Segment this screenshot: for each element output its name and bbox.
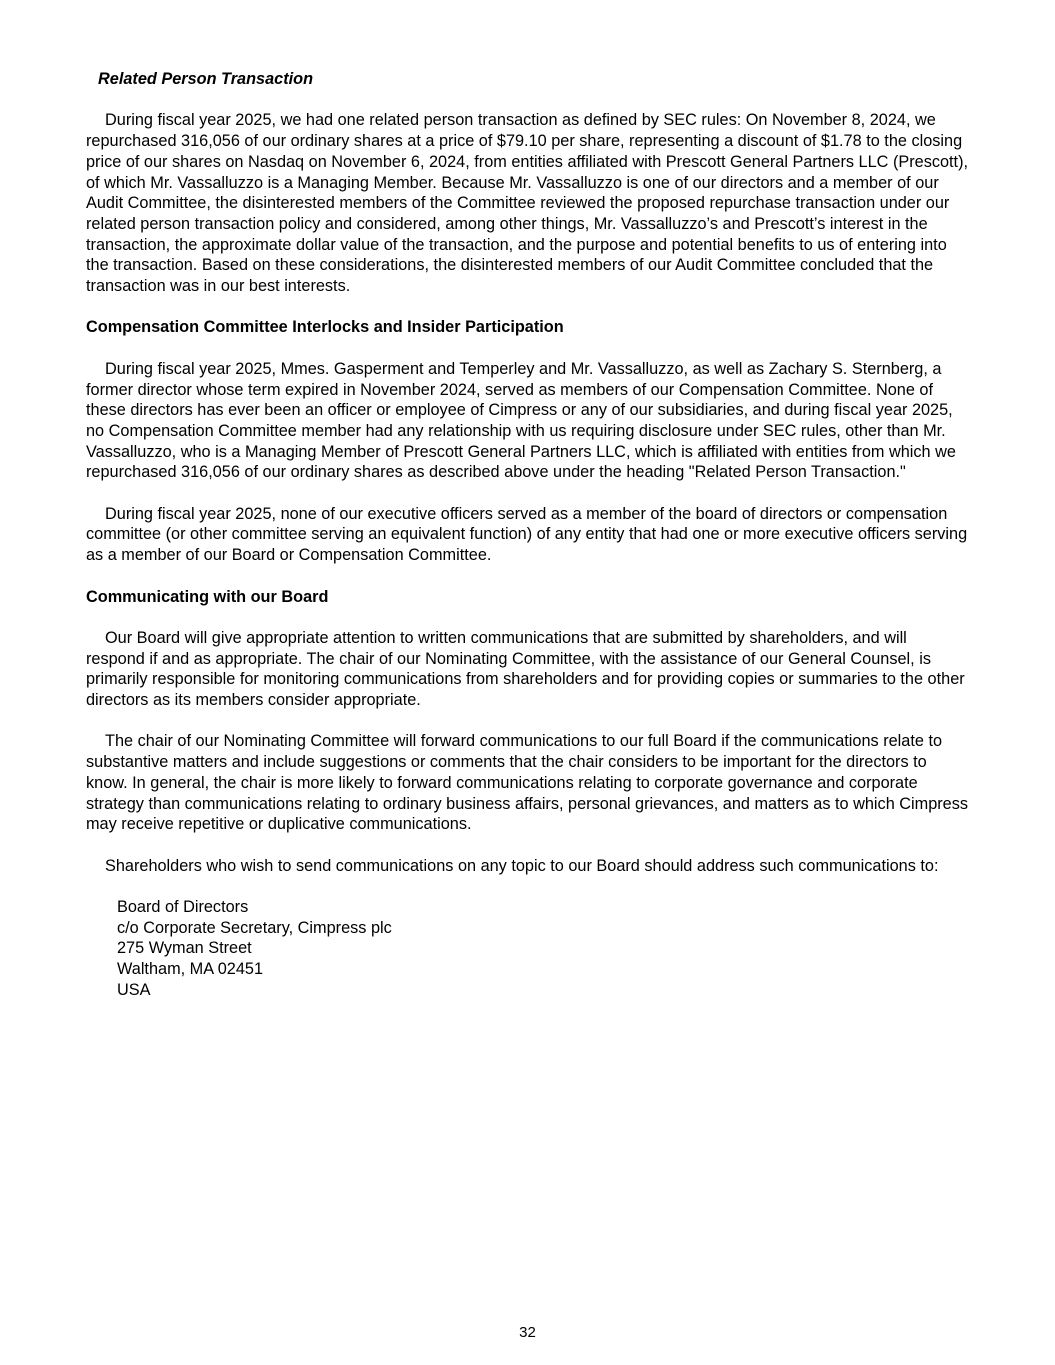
address-line-2: c/o Corporate Secretary, Cimpress plc bbox=[117, 918, 392, 937]
communicating-board-paragraph-1: Our Board will give appropriate attention to written communications that are submitted by shareholders, and will respond if and as appropriate. The chair of our Nominating Committee, with the assistance of our General Counsel, is primarily responsible for monitoring communications from shareholders and for providing copies or summaries to the other directors as its members consider appropriate. bbox=[86, 628, 965, 709]
communicating-board-paragraph-3: Shareholders who wish to send communications on any topic to our Board should address such communications to: bbox=[105, 856, 939, 875]
mailing-address bbox=[86, 897, 970, 1001]
compensation-committee-paragraph-2: During fiscal year 2025, none of our executive officers served as a member of the board of directors or compensation committee (or other committee serving an equivalent function) of any entity that had one or more executive officers serving as a member of our Board or Compensation Committee. bbox=[86, 504, 968, 565]
address-line-1: Board of Directors bbox=[117, 897, 249, 916]
document-page bbox=[86, 69, 970, 1001]
communicating-board-heading: Communicating with our Board bbox=[86, 587, 329, 606]
compensation-committee-paragraph-1: During fiscal year 2025, Mmes. Gasperment and Temperley and Mr. Vassalluzzo, as well as Zachary S. Sternberg, a former director whose term expired in November 2024, served as members of our Compensation Committee. None of these directors has ever been an officer or employee of Cimpress or any of our subsidiaries, and during fiscal year 2025, no Compensation Committee member had any relationship with us requiring disclosure under SEC rules, other than Mr. Vassalluzzo, who is a Managing Member of Prescott General Partners LLC, which is affiliated with entities from which we repurchased 316,056 of our ordinary shares as described above under the heading "Related Person Transaction." bbox=[86, 359, 956, 482]
page-number: 32 bbox=[519, 1324, 536, 1341]
related-person-transaction-heading: Related Person Transaction bbox=[98, 70, 314, 88]
address-line-4: Waltham, MA 02451 bbox=[117, 960, 263, 979]
compensation-committee-heading: Compensation Committee Interlocks and Insider Participation bbox=[86, 318, 564, 337]
related-person-transaction-paragraph: During fiscal year 2025, we had one related person transaction as defined by SEC rules: On November 8, 2024, we repurchased 316,056 of our ordinary shares at a price of $79.10 per share, representing a discount of $1.78 to the closing price of our shares on Nasdaq on November 6, 2024, from entities affiliated with Prescott General Partners LLC (Prescott), of which Mr. Vassalluzzo is a Managing Member. Because Mr. Vassalluzzo is one of our directors and a member of our Audit Committee, the disinterested members of the Committee reviewed the proposed repurchase transaction under our related person transaction policy and considered, among other things, Mr. Vassalluzzo’s and Prescott’s interest in the transaction, the approximate dollar value of the transaction, and the purpose and potential benefits to us of entering into the transaction. Based on these considerations, the disinterested members of our Audit Committee concluded that the transaction was in our best interests. bbox=[86, 111, 969, 296]
address-line-5: USA bbox=[117, 980, 151, 999]
communicating-board-paragraph-2: The chair of our Nominating Committee will forward communications to our full Board if the communications relate to substantive matters and include suggestions or comments that the chair considers to be important for the directors to know. In general, the chair is more likely to forward communications relating to corporate governance and corporate strategy than communications relating to ordinary business affairs, personal grievances, and matters as to which Cimpress may receive repetitive or duplicative communications. bbox=[86, 732, 969, 834]
address-line-3: 275 Wyman Street bbox=[117, 939, 252, 958]
